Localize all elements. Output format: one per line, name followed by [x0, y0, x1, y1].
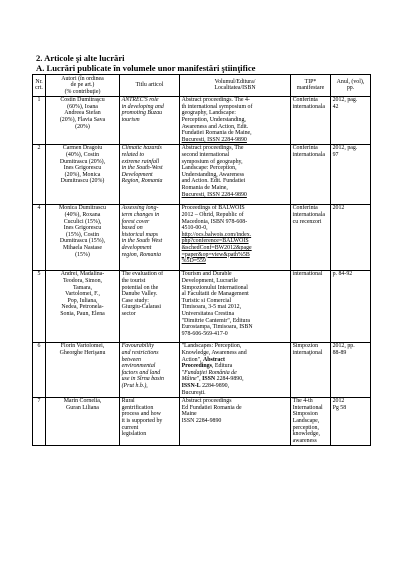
header-title: Titlu articol — [120, 75, 180, 97]
row-year: p. 84-92 — [331, 270, 371, 342]
row-type: Conferinta internationala cu recenzori — [291, 204, 331, 270]
table-row — [33, 397, 371, 445]
row-nr: 7 — [33, 397, 46, 445]
table-row — [33, 144, 371, 204]
row-authors: Florin Vartolomei, Gheorghe Herişanu — [46, 342, 120, 397]
publications-table — [32, 74, 371, 446]
row-volume: Proceedings of BALWOIS 2012 – Ohrid, Republic of Macedonia, ISBN 978-608- 4510-00-0, http://ocs.balwois.com/index. php?conference=BALWOIS &schedConf=BW2012&page =paper&op=view&path%5B %5D=559 — [180, 204, 291, 270]
row-type: Conferinta internationala — [291, 96, 331, 144]
row-title: Favourability and restrictions between environmental factors and land use in Sîrna basin (Prut h.b.), — [120, 342, 180, 397]
row-year: 2012 — [331, 204, 371, 270]
row-year: 2012, pag. 42 — [331, 96, 371, 144]
table-row — [33, 342, 371, 397]
row-nr: 1 — [33, 96, 46, 144]
header-nr: Nr. crt. — [33, 75, 46, 97]
table-row — [33, 204, 371, 270]
proceedings-link[interactable]: =paper&op=view&path%5B — [181, 251, 250, 258]
row-title: Assessing long- term changes in forest cover based on historical maps in the South West development region, Romania — [120, 204, 180, 270]
row-authors: Monica Dumitrascu (40%), Roxana Cuculici (15%), Ines Grigorescu (15%), Costin Dumitrascu (15%), Mihaela Nastase (15%) — [46, 204, 120, 270]
row-type: international — [291, 270, 331, 342]
section-heading: 2. Articole şi alte lucrări — [36, 53, 125, 63]
row-nr: 5 — [33, 270, 46, 342]
header-type: TIP* manifestare — [291, 75, 331, 97]
row-title: ANTREC'S role in developing and promoting Buzau tourism — [120, 96, 180, 144]
header-authors: Autori (în ordinea de pe art.) (% contribuţie) — [46, 75, 120, 97]
row-type: Conferinta internationala — [291, 144, 331, 204]
row-authors: Costin Dumitraşcu (60%), Ioana Andreea Stefan (20%), Flavia Sava (20%) — [46, 96, 120, 144]
row-title: Climatic hazards related to extreme rainfall in the South-West Development Region, Romania — [120, 144, 180, 204]
row-volume: "Landscapes: Perception, Knowledge, Awareness and Action", Abstract Proceedings, Editura "Fundaţiei România de Mâine", ISSN 2284-9890, ISSN-L 2284-9890, Bucureşti. — [180, 342, 291, 397]
row-nr: 6 — [33, 342, 46, 397]
row-year: 2012 Pg 58 — [331, 397, 371, 445]
row-type: Simpozion internaţional — [291, 342, 331, 397]
header-year: Anul, (vol), pp. — [331, 75, 371, 97]
row-title: The evaluation of the tourist potential on the Danube Valley. Case study: Giurgiu-Calarasi sector — [120, 270, 180, 342]
row-volume: Abstract proceedings. The 4- th international symposium of geography, Landscape: Perception, Understanding, Awareness and Action, Edit. Fundatiei Romania de Maine, Bucuresti, ISSN 2284-9890 — [180, 96, 291, 144]
row-volume: Abstract proceedings, The second international symposium of geography, Landscape: Perception, Understanding, Awareness and Action. Edit. Fundatiei Romania de Maine, Bucuresti, ISSN 2284-9890 — [180, 144, 291, 204]
row-year: 2012, pag. 97 — [331, 144, 371, 204]
table-row — [33, 96, 371, 144]
row-authors: Marin Cornelia, Guran Liliana — [46, 397, 120, 445]
proceedings-link[interactable]: %5D=559 — [181, 258, 206, 265]
row-volume: Abstract proceedings Ed Fundatiei Romania de Maine ISSN 2284-9890 — [180, 397, 291, 445]
proceedings-link[interactable]: http://ocs.balwois.com/index. — [181, 231, 252, 238]
row-authors: Andrei, Madalina- Teodora, Simon, Tamara, Vartolomei, F., Pop, Iuliana, Nedea, Petronela- Sonia, Paun, Elena — [46, 270, 120, 342]
row-volume: Tourism and Durable Development, Lucrarile Simpozionului International al Facultatii de Management Turistic si Comercial Timisoara, 3-5 mai 2012, Universitatea Crestina "Dimitrie Cantemir", Editura Eurostampa, Timisoara, ISBN 978-606-569-417-0 — [180, 270, 291, 342]
row-authors: Carmen Dragoiu (40%), Costin Dumitrascu (20%), Ines Grigorescu (20%), Monica Dumitrascu (20%) — [46, 144, 120, 204]
row-type: The 4-th International Simposion Landscape, perception, knowledge, awareness — [291, 397, 331, 445]
proceedings-link[interactable]: php?conference=BALWOIS — [181, 238, 249, 245]
row-nr: 2 — [33, 144, 46, 204]
proceedings-link[interactable]: &schedConf=BW2012&page — [181, 245, 252, 251]
row-year: 2012, pp. 88-89 — [331, 342, 371, 397]
table-header-row — [33, 75, 371, 97]
subsection-heading: A. Lucrări publicate în volumele unor manifestări ştiinţifice — [36, 63, 256, 73]
table-row — [33, 270, 371, 342]
header-volume: Volumul/Editura/ Localitatea/ISBN — [180, 75, 291, 97]
row-title: Rural gentrification process and how it is supported by current legislation — [120, 397, 180, 445]
row-nr: 4 — [33, 204, 46, 270]
